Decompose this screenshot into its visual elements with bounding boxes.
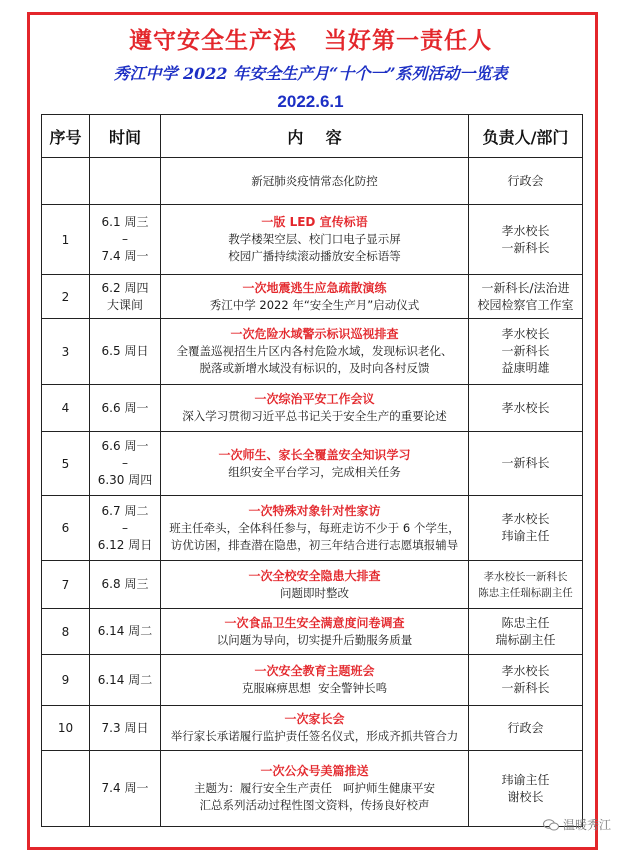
activity-title: 一次师生、家长全覆盖安全知识学习 — [218, 447, 411, 462]
activity-detail: 班主任牵头，全体科任参与，每班走访不少于 6 个学生， — [169, 520, 460, 535]
owner-line: 孝水校长一新科长 — [483, 570, 568, 583]
cell-time — [90, 319, 161, 385]
time-line: 6.14 周二 — [97, 672, 153, 687]
cell-content — [161, 275, 469, 319]
activity-title: 一次全校安全隐患大排查 — [248, 568, 381, 583]
cell-content — [161, 158, 469, 205]
cell-time — [90, 158, 161, 205]
activity-table — [41, 114, 583, 827]
owner-line: 校园检察官工作室 — [477, 297, 574, 312]
cell-content — [161, 385, 469, 432]
cell-content — [161, 496, 469, 561]
cell-content — [161, 561, 469, 609]
activity-detail: 主题为：履行安全生产责任 呵护师生健康平安 — [194, 781, 435, 795]
cell-content — [161, 319, 469, 385]
activity-title: 一次特殊对象针对性家访 — [248, 503, 381, 518]
owner-line: 一新科长/法治进 — [481, 280, 570, 295]
time-line: – — [122, 456, 128, 470]
table-row — [42, 561, 583, 609]
cell-no: 5 — [42, 432, 90, 496]
table-row — [42, 751, 583, 827]
table-row — [42, 655, 583, 706]
cell-no: 2 — [42, 275, 90, 319]
table-header-row — [42, 115, 583, 158]
table-row — [42, 385, 583, 432]
owner-line: 玮谕主任 — [501, 772, 550, 787]
page-title: 遵守安全生产法 当好第一责任人 — [128, 27, 493, 54]
cell-time — [90, 205, 161, 275]
cell-owner — [469, 561, 583, 609]
activity-detail: 汇总系列活动过程性图文资料，传扬良好校声 — [199, 798, 430, 812]
time-line: 6.7 周二 — [101, 503, 149, 518]
table-row — [42, 706, 583, 751]
cell-no: 4 — [42, 385, 90, 432]
activity-detail: 以问题为导向，切实提升后勤服务质量 — [216, 632, 413, 647]
owner-line: 陈忠主任瑞标副主任 — [478, 586, 573, 599]
cell-owner — [469, 496, 583, 561]
col-header-content: 内 容 — [161, 115, 469, 158]
cell-time — [90, 751, 161, 827]
time-line: 6.2 周四 — [101, 280, 149, 295]
time-line: 7.4 周一 — [101, 249, 149, 263]
owner-line: 一新科长 — [501, 681, 550, 695]
time-line: – — [122, 232, 128, 246]
cell-no: 10 — [42, 706, 90, 751]
activity-detail: 问题即时整改 — [280, 585, 349, 600]
cell-no: 3 — [42, 319, 90, 385]
cell-owner — [469, 609, 583, 655]
activity-detail: 脱落或新增水域没有标识的，及时向各村反馈 — [199, 361, 430, 375]
cell-no: 7 — [42, 561, 90, 609]
time-line: – — [122, 520, 128, 535]
activity-title: 一次地震逃生应急疏散演练 — [242, 280, 387, 295]
activity-detail: 全覆盖巡视招生片区内各村危险水域，发现标识老化、 — [176, 344, 453, 358]
owner-line: 孝水校长 — [501, 327, 550, 341]
cell-content — [161, 205, 469, 275]
activity-title: 一版 LED 宣传标语 — [261, 215, 368, 229]
activity-title: 一次家长会 — [284, 712, 345, 726]
cell-owner — [469, 275, 583, 319]
owner-line: 孝水校长 — [501, 223, 550, 238]
cell-content — [161, 706, 469, 751]
activity-title: 一次危险水域警示标识巡视排查 — [230, 327, 399, 341]
cell-owner — [469, 385, 583, 432]
table-row — [42, 609, 583, 655]
wechat-icon — [543, 819, 559, 831]
time-line: 6.14 周二 — [97, 624, 153, 638]
activity-detail: 深入学习贯彻习近平总书记关于安全生产的重要论述 — [182, 409, 447, 423]
cell-owner — [469, 706, 583, 751]
owner-line: 谢校长 — [507, 789, 544, 804]
activity-detail: 举行家长承诺履行监护责任签名仪式，形成齐抓共管合力 — [170, 729, 459, 743]
activity-detail: 秀江中学 2022 年“安全生产月”启动仪式 — [209, 297, 420, 312]
activity-detail: 校园广播持续滚动播放安全标语等 — [228, 249, 401, 263]
cell-no: 6 — [42, 496, 90, 561]
cell-time — [90, 385, 161, 432]
owner-line: 孝水校长 — [501, 512, 550, 526]
activity-title: 一次公众号美篇推送 — [260, 764, 369, 778]
cell-content — [161, 609, 469, 655]
time-line: 6.8 周三 — [101, 577, 149, 591]
time-line: 6.6 周一 — [101, 439, 149, 453]
activity-detail: 组织安全平台学习，完成相关任务 — [228, 464, 401, 479]
owner-line: 瑞标副主任 — [495, 632, 556, 647]
col-header-owner: 负责人/部门 — [469, 115, 583, 158]
page-date: 2022.6.1 — [277, 92, 344, 111]
activity-detail: 访优访困，排查潜在隐患，初三年结合进行志愿填报辅导 — [170, 537, 459, 552]
page-subtitle: 秀江中学 2022 年安全生产月“十个一”系列活动一览表 — [113, 64, 508, 83]
time-line: 7.3 周日 — [101, 720, 149, 735]
watermark-text: 温暖秀江 — [562, 818, 611, 832]
cell-no: 9 — [42, 655, 90, 706]
col-header-time: 时间 — [90, 115, 161, 158]
time-line: 6.5 周日 — [101, 344, 149, 358]
cell-no — [42, 158, 90, 205]
cell-time — [90, 609, 161, 655]
owner-line: 玮谕主任 — [501, 529, 550, 543]
time-line: 7.4 周一 — [101, 781, 149, 795]
activity-detail: 教学楼架空层、校门口电子显示屏 — [228, 232, 401, 246]
cell-owner — [469, 158, 583, 205]
cell-owner — [469, 205, 583, 275]
owner-line: 一新科长 — [501, 240, 550, 255]
cell-time — [90, 561, 161, 609]
watermark — [543, 816, 611, 833]
activity-title: 一次综治平安工作会议 — [254, 392, 375, 406]
owner-line: 一新科长 — [501, 456, 550, 470]
cell-owner — [469, 655, 583, 706]
cell-time — [90, 655, 161, 706]
time-line: 6.30 周四 — [97, 473, 153, 487]
table-row — [42, 205, 583, 275]
time-line: 6.12 周日 — [97, 537, 153, 552]
cell-owner — [469, 319, 583, 385]
cell-no: 8 — [42, 609, 90, 655]
table-row — [42, 496, 583, 561]
owner-line: 孝水校长 — [501, 664, 550, 678]
time-line: 大课间 — [106, 297, 143, 312]
cell-time — [90, 275, 161, 319]
owner-line: 益康明雄 — [501, 361, 550, 375]
table-row — [42, 432, 583, 496]
activity-title: 一次食品卫生安全满意度问卷调查 — [224, 615, 405, 630]
activity-detail: 新冠肺炎疫情常态化防控 — [251, 173, 378, 188]
time-line: 6.6 周一 — [101, 400, 149, 415]
cell-content — [161, 655, 469, 706]
table-row — [42, 319, 583, 385]
table-row — [42, 275, 583, 319]
owner-line: 陈忠主任 — [501, 615, 550, 630]
owner-line: 孝水校长 — [501, 400, 550, 415]
cell-content — [161, 432, 469, 496]
col-header-no: 序号 — [42, 115, 90, 158]
cell-no: 1 — [42, 205, 90, 275]
cell-time — [90, 432, 161, 496]
cell-time — [90, 496, 161, 561]
owner-line: 行政会 — [507, 720, 544, 735]
table-body — [42, 158, 583, 827]
cell-no — [42, 751, 90, 827]
table-row — [42, 158, 583, 205]
cell-content — [161, 751, 469, 827]
owner-line: 一新科长 — [501, 344, 550, 358]
cell-time — [90, 706, 161, 751]
owner-line: 行政会 — [507, 173, 544, 188]
activity-detail: 克服麻痹思想 安全警钟长鸣 — [241, 681, 388, 695]
time-line: 6.1 周三 — [101, 215, 149, 229]
activity-title: 一次安全教育主题班会 — [254, 664, 375, 678]
cell-owner — [469, 432, 583, 496]
